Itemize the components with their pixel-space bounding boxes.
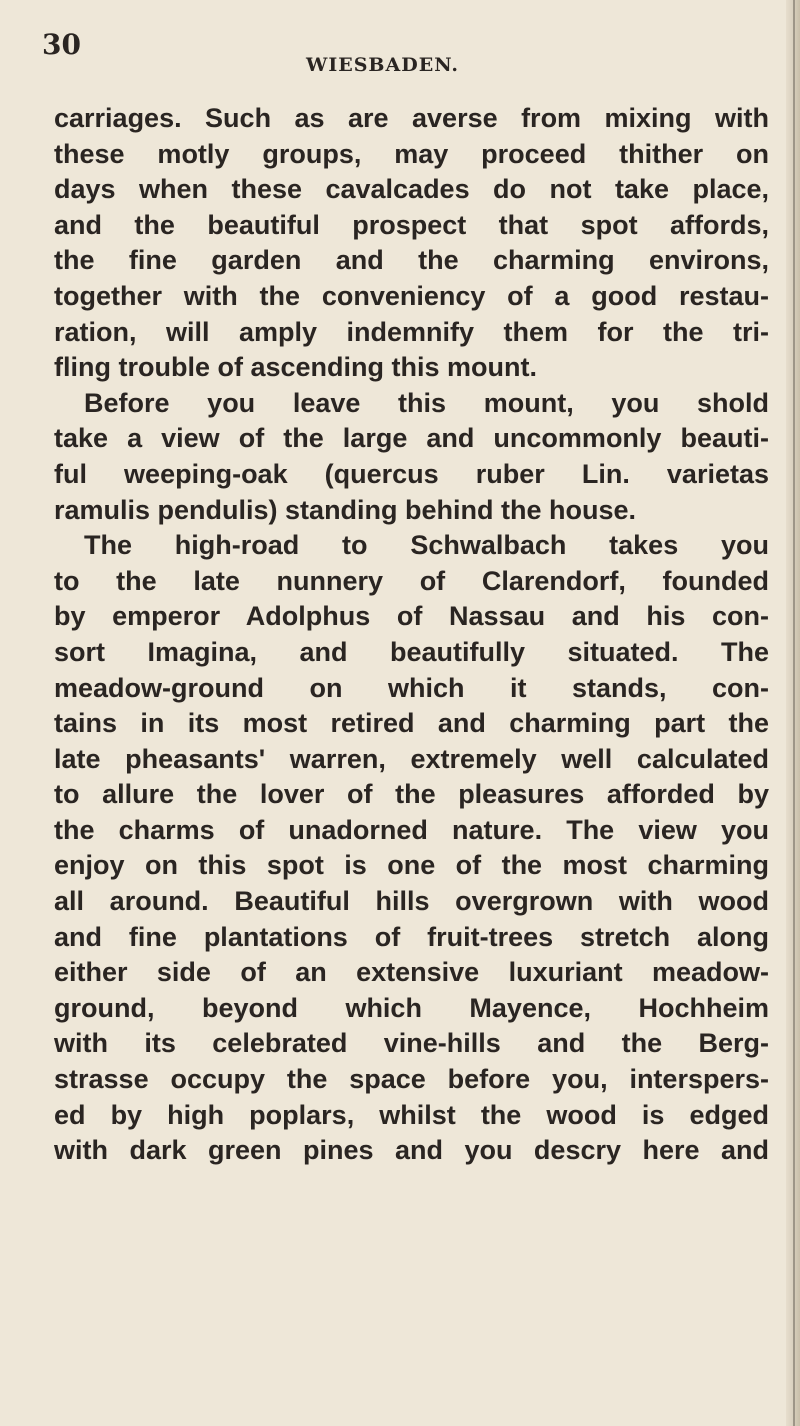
body-text bbox=[54, 101, 769, 1169]
text-line-11: ful weeping-oak (quercus ruber Lin. varietas bbox=[54, 458, 769, 489]
text-line-5: the fine garden and the charming environs, bbox=[54, 245, 769, 276]
text-line-8: fling trouble of ascending this mount. bbox=[54, 352, 537, 383]
text-line-4: and the beautiful prospect that spot affords, bbox=[54, 209, 769, 240]
text-line-27: with its celebrated vine-hills and the Berg- bbox=[54, 1028, 769, 1059]
text-line-2: these motly groups, may proceed thither on bbox=[54, 138, 769, 169]
text-line-10: take a view of the large and uncommonly beauti- bbox=[54, 423, 769, 454]
text-line-16: sort Imagina, and beautifully situated. The bbox=[54, 636, 769, 667]
text-line-22: enjoy on this spot is one of the most charming bbox=[54, 850, 769, 881]
text-line-30: with dark green pines and you descry here and bbox=[54, 1135, 769, 1166]
text-line-26: ground, beyond which Mayence, Hochheim bbox=[54, 992, 769, 1023]
text-line-13: The high-road to Schwalbach takes you bbox=[84, 530, 769, 561]
text-line-17: meadow-ground on which it stands, con- bbox=[54, 672, 769, 703]
page-number: 30 bbox=[42, 28, 81, 61]
running-head: WIESBADEN. bbox=[306, 54, 459, 76]
text-line-9: Before you leave this mount, you shold bbox=[84, 387, 769, 418]
text-line-21: the charms of unadorned nature. The view you bbox=[54, 814, 769, 845]
text-line-1: carriages. Such as are averse from mixing with bbox=[54, 103, 769, 133]
text-line-19: late pheasants' warren, extremely well calculated bbox=[54, 743, 769, 774]
text-line-6: together with the conveniency of a good restau- bbox=[54, 280, 769, 311]
text-line-28: strasse occupy the space before you, interspers- bbox=[54, 1064, 769, 1095]
text-line-24: and fine plantations of fruit-trees stretch along bbox=[54, 921, 769, 952]
text-line-3: days when these cavalcades do not take place, bbox=[54, 174, 769, 205]
text-line-23: all around. Beautiful hills overgrown with wood bbox=[54, 886, 769, 917]
text-line-7: ration, will amply indemnify them for the tri- bbox=[54, 316, 769, 347]
text-line-14: to the late nunnery of Clarendorf, founded bbox=[54, 565, 769, 596]
text-line-15: by emperor Adolphus of Nassau and his con- bbox=[54, 601, 769, 632]
text-line-12: ramulis pendulis) standing behind the house. bbox=[54, 494, 637, 525]
page-edge-line bbox=[793, 0, 795, 1426]
text-line-18: tains in its most retired and charming part the bbox=[54, 708, 769, 739]
text-line-29: ed by high poplars, whilst the wood is edged bbox=[54, 1099, 769, 1130]
text-line-20: to allure the lover of the pleasures afforded by bbox=[54, 779, 769, 810]
text-line-25: either side of an extensive luxuriant meadow- bbox=[54, 957, 769, 988]
